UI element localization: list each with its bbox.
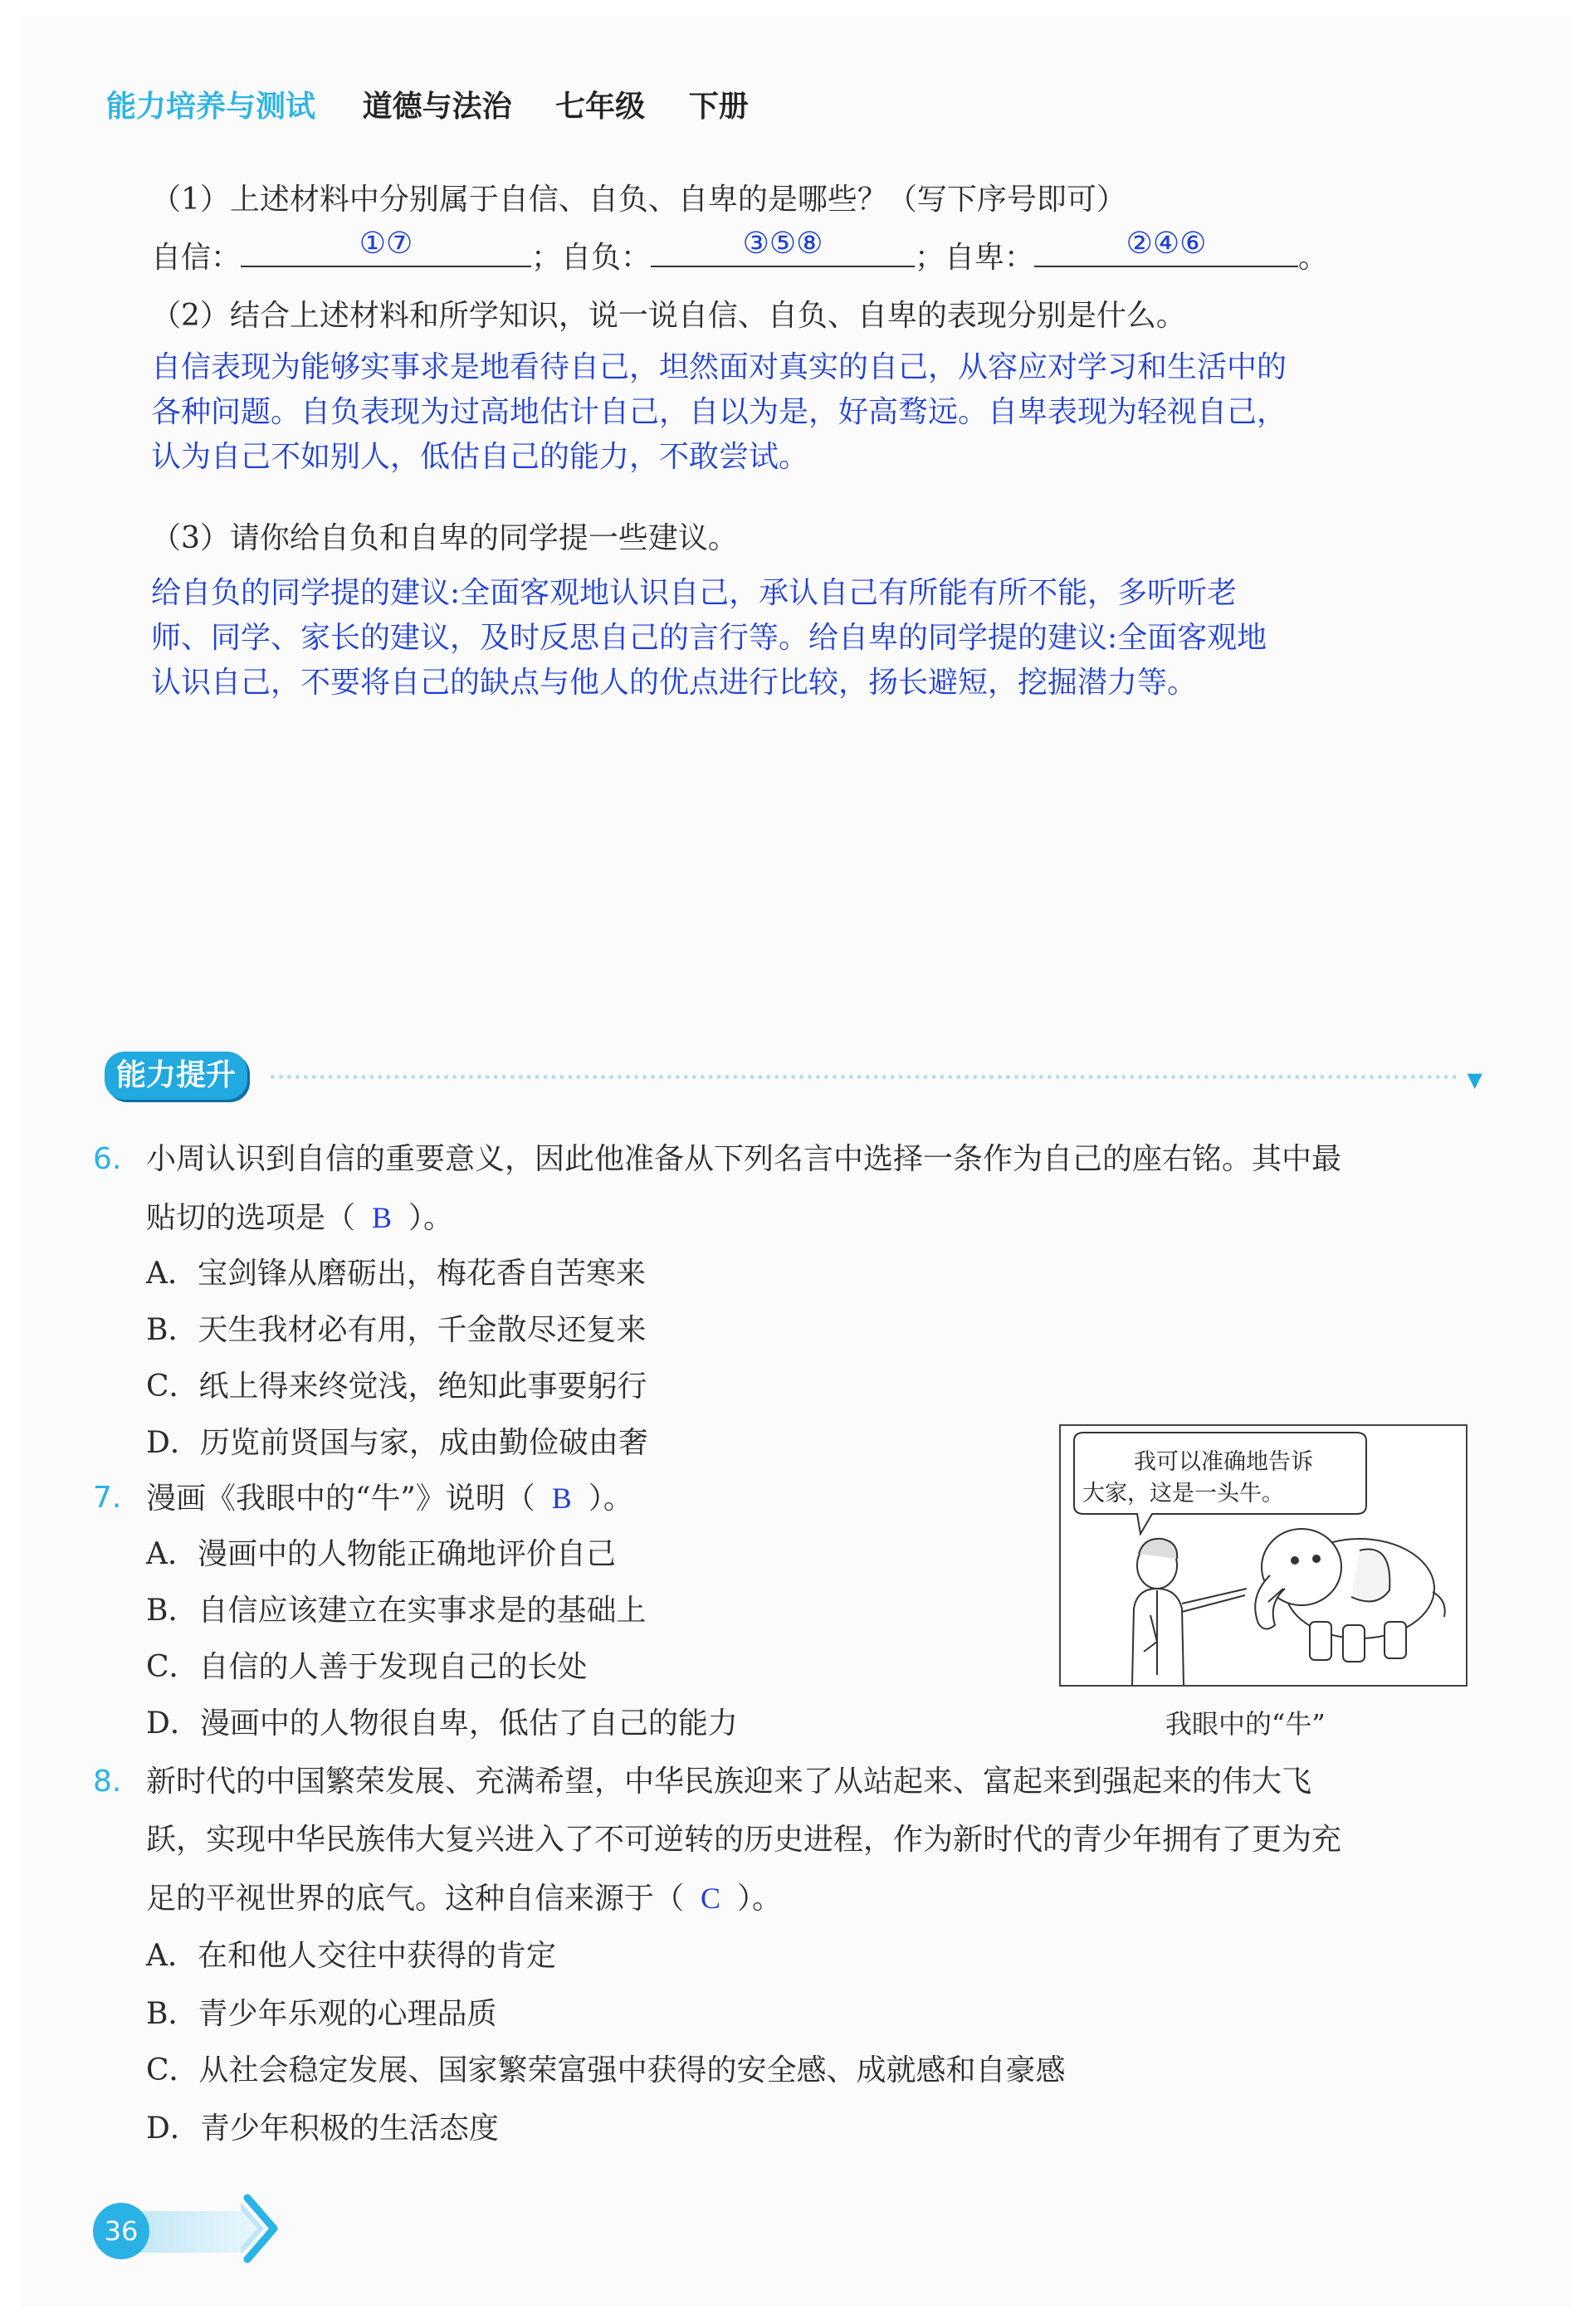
option-item: B．天生我材必有用，千金散尽还复来 — [146, 1313, 647, 1347]
blank-zixin — [241, 227, 531, 267]
label-zibei: ；自卑： — [915, 241, 1035, 275]
stem-text: 足的平视世界的底气。这种自信来源于（ — [146, 1882, 685, 1916]
option-item: D．漫画中的人物很自卑，低估了自己的能力 — [146, 1706, 738, 1741]
answer-zixin: ①⑦ — [359, 227, 413, 261]
option-item: B．青少年乐观的心理品质 — [146, 1997, 497, 2031]
section-divider — [271, 1075, 1458, 1079]
sub1-answer-row — [151, 227, 1329, 278]
section-bar — [105, 1048, 1482, 1108]
stem-text: 贴切的选项是（ — [146, 1201, 356, 1235]
option-item: C．纸上得来终觉浅，绝知此事要躬行 — [146, 1370, 647, 1404]
cartoon-illustration — [1059, 1424, 1467, 1687]
answer-choice: B — [372, 1201, 393, 1234]
answer-zibei: ②④⑥ — [1126, 227, 1207, 261]
blank-zifu — [651, 227, 915, 267]
option-item: A．漫画中的人物能正确地评价自己 — [146, 1537, 616, 1571]
person-figure — [1132, 1539, 1247, 1685]
label-zifu: ；自负： — [531, 241, 652, 275]
volume-label: 下册 — [688, 90, 749, 124]
stem-end: ）。 — [588, 1482, 633, 1516]
triangle-down-icon: ▼ — [1467, 1068, 1482, 1091]
answer-choice: C — [701, 1882, 721, 1915]
sub2-answer-line: 认为自己不如别人，低估自己的能力，不敢尝试。 — [151, 440, 809, 474]
sub3-prompt: （3）请你给自负和自卑的同学提一些建议。 — [151, 521, 738, 555]
option-item: A．在和他人交往中获得的肯定 — [146, 1939, 556, 1973]
subject-title: 道德与法治 — [362, 90, 512, 124]
elephant-figure — [1255, 1529, 1445, 1662]
option-item: C．自信的人善于发现自己的长处 — [146, 1650, 588, 1684]
bubble-line-1: 我可以准确地告诉 — [1134, 1449, 1313, 1475]
stem-end: ）。 — [737, 1882, 783, 1916]
cartoon-caption: 我眼中的“牛” — [1165, 1708, 1326, 1740]
end-punct: 。 — [1298, 241, 1329, 275]
question-stem — [146, 1879, 782, 1919]
label-zixin: 自信： — [151, 241, 242, 275]
page-header — [106, 83, 782, 125]
bubble-line-2: 大家，这是一头牛。 — [1082, 1481, 1284, 1506]
sub3-answer-line: 给自负的同学提的建议:全面客观地认识自己，承认自己有所能有所不能，多听听老 — [151, 576, 1238, 610]
question-number: 6. — [93, 1142, 122, 1176]
sub1-prompt: （1）上述材料中分别属于自信、自负、自卑的是哪些？（写下序号即可） — [151, 183, 1126, 217]
option-item: C．从社会稳定发展、国家繁荣富强中获得的安全感、成就感和自豪感 — [146, 2053, 1066, 2087]
option-item: D．青少年积极的生活态度 — [146, 2112, 499, 2146]
stem-end: ）。 — [408, 1201, 454, 1235]
sub2-prompt: （2）结合上述材料和所学知识，说一说自信、自负、自卑的表现分别是什么。 — [151, 299, 1186, 333]
cartoon-drawing — [1061, 1426, 1466, 1685]
sub2-answer-line: 各种问题。自负表现为过高地估计自己，自以为是，好高骛远。自卑表现为轻视自己， — [151, 395, 1287, 429]
sub3-answer-line: 师、同学、家长的建议，及时反思自己的言行等。给自卑的同学提的建议:全面客观地 — [151, 621, 1267, 655]
question-stem: 小周认识到自信的重要意义，因此他准备从下列名言中选择一条作为自己的座右铭。其中最 — [146, 1142, 1342, 1176]
page-number: 36 — [93, 2203, 149, 2259]
answer-choice: B — [551, 1482, 572, 1515]
chevron-right-icon — [241, 2191, 282, 2266]
question-stem — [146, 1479, 633, 1519]
section-title: 能力提升 — [105, 1052, 247, 1100]
book-series-title: 能力培养与测试 — [106, 90, 316, 124]
stem-text: 漫画《我眼中的“牛”》说明（ — [146, 1482, 535, 1516]
question-stem — [146, 1199, 453, 1238]
sub3-answer-line: 认识自己，不要将自己的缺点与他人的优点进行比较，扬长避短，挖掘潜力等。 — [151, 666, 1198, 700]
answer-zifu: ③⑤⑧ — [742, 227, 823, 261]
option-item: B．自信应该建立在实事求是的基础上 — [146, 1594, 647, 1628]
question-number: 8. — [93, 1765, 122, 1799]
option-item: D．历览前贤国与家，成由勤俭破由奢 — [146, 1426, 648, 1460]
blank-zibei — [1034, 227, 1298, 267]
grade-label: 七年级 — [555, 90, 646, 124]
question-stem: 跃，实现中华民族伟大复兴进入了不可逆转的历史进程，作为新时代的青少年拥有了更为充 — [146, 1823, 1342, 1857]
question-stem: 新时代的中国繁荣发展、充满希望，中华民族迎来了从站起来、富起来到强起来的伟大飞 — [146, 1765, 1312, 1799]
question-number: 7. — [93, 1481, 122, 1515]
option-item: A．宝剑锋从磨砺出，梅花香自苦寒来 — [146, 1257, 646, 1291]
sub2-answer-line: 自信表现为能够实事求是地看待自己，坦然面对真实的自己，从容应对学习和生活中的 — [151, 350, 1287, 384]
